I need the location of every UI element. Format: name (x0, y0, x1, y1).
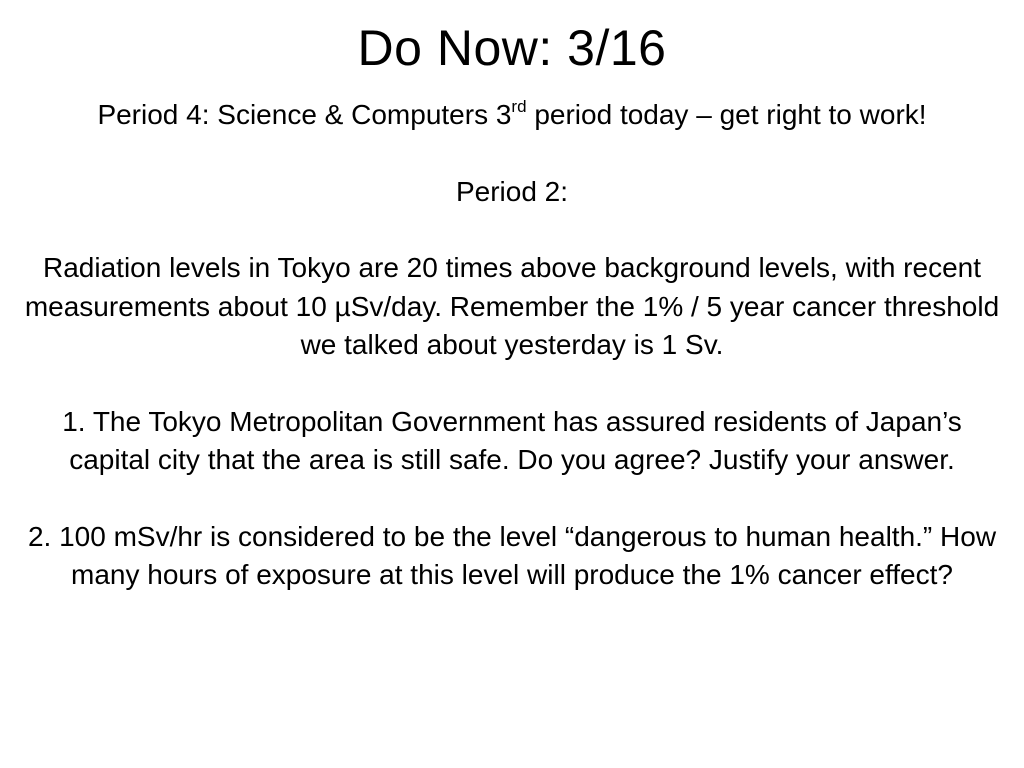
slide-title: Do Now: 3/16 (357, 20, 667, 76)
period-4-text: Period 4: Science & Computers 3 (97, 99, 512, 130)
spacer (18, 365, 1006, 403)
spacer (18, 135, 1006, 173)
spacer (18, 211, 1006, 249)
question-2: 2. 100 mSv/hr is considered to be the level “dangerous to human health.” How many hours of exposure at this level will produce the 1% cancer effect? (27, 520, 997, 590)
ordinal-suffix: rd (511, 96, 527, 116)
period-4-text-continued: period today – get right to work! (526, 99, 927, 130)
slide-body (18, 96, 1006, 595)
period-2-line: Period 2: (455, 175, 569, 207)
radiation-paragraph: Radiation levels in Tokyo are 20 times above background levels, with recent measurements about 10 µSv/day. Remember the 1% / 5 year cancer threshold we talked about yesterday is 1 Sv. (24, 252, 1000, 360)
period-4-line (18, 96, 1006, 135)
spacer (18, 480, 1006, 518)
question-1: 1. The Tokyo Metropolitan Government has assured residents of Japan’s capital city that the area is still safe. Do you agree? Justify your answer. (62, 405, 962, 475)
